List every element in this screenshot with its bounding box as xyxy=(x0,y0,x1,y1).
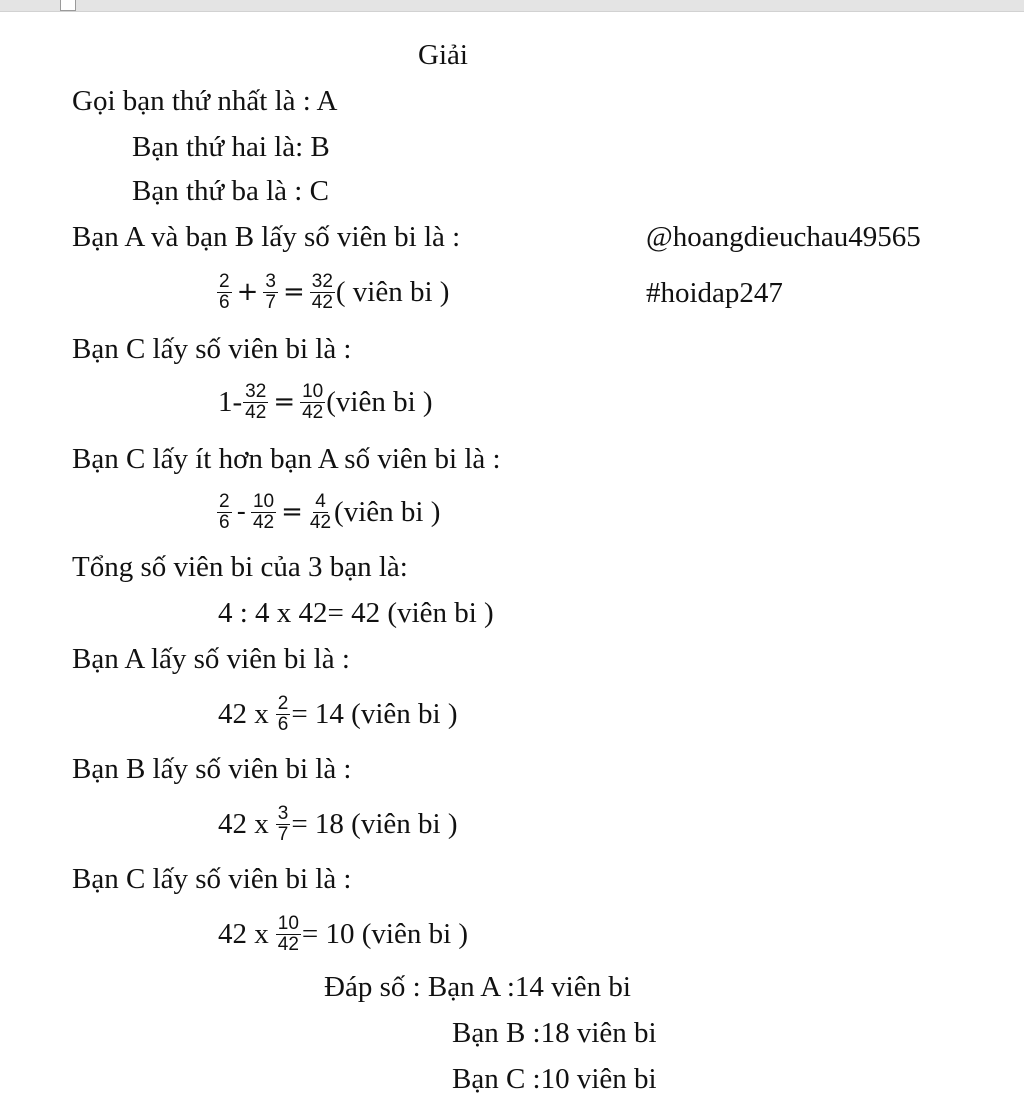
step7-equation: 42 x $\frac{10}{42}$ = 10 (viên bi ) xyxy=(218,912,469,955)
fraction: $\frac{3}{7}$ xyxy=(265,270,276,313)
step6-label: Bạn B lấy số viên bi là : xyxy=(72,753,352,785)
answer-line-c: Bạn C :10 viên bi xyxy=(452,1063,657,1095)
fraction: $\frac{4}{42}$ xyxy=(309,490,332,533)
fraction: $\frac{32}{42}$ xyxy=(311,270,333,313)
step5-equation: 42 x $\frac{2}{6}$ = 14 (viên bi ) xyxy=(218,692,458,735)
step1-label: Bạn A và bạn B lấy số viên bi là : xyxy=(72,221,461,253)
fraction: $\frac{10}{42}$ xyxy=(277,912,299,955)
fraction: $\frac{32}{42}$ xyxy=(245,380,267,423)
step3-label: Bạn C lấy ít hơn bạn A số viên bi là : xyxy=(72,443,501,475)
answer-line-a: Đáp số : Bạn A :14 viên bi xyxy=(324,971,631,1003)
document-title: Giải xyxy=(418,39,468,71)
fraction: $\frac{2}{6}$ xyxy=(219,490,230,533)
step2-label: Bạn C lấy số viên bi là : xyxy=(72,333,352,365)
intro-line-c: Bạn thứ ba là : C xyxy=(132,175,329,207)
step4-label: Tổng số viên bi của 3 bạn là: xyxy=(72,551,408,583)
step1-equation: $\frac{2}{6}$ + $\frac{3}{7}$ = $\frac{32}{42}$ ( viên bi ) xyxy=(219,270,450,313)
fraction: $\frac{10}{42}$ xyxy=(302,380,324,423)
step2-equation: 1- $\frac{32}{42}$ = $\frac{10}{42}$ (viên bi ) xyxy=(218,380,433,423)
fraction: $\frac{10}{42}$ xyxy=(252,490,275,533)
fraction: $\frac{3}{7}$ xyxy=(277,802,289,845)
fraction: $\frac{2}{6}$ xyxy=(277,692,289,735)
step7-label: Bạn C lấy số viên bi là : xyxy=(72,863,352,895)
answer-line-b: Bạn B :18 viên bi xyxy=(452,1017,657,1049)
step4-expression: 4 : 4 x 42= 42 (viên bi ) xyxy=(218,597,494,629)
intro-line-a: Gọi bạn thứ nhất là : A xyxy=(72,85,338,117)
fraction: $\frac{2}{6}$ xyxy=(219,270,230,313)
watermark-author: @hoangdieuchau49565 xyxy=(646,221,921,253)
step6-equation: 42 x $\frac{3}{7}$ = 18 (viên bi ) xyxy=(218,802,458,845)
step3-equation: $\frac{2}{6}$ - $\frac{10}{42}$ = $\frac{4}{42}$ (viên bi ) xyxy=(219,490,441,533)
step5-label: Bạn A lấy số viên bi là : xyxy=(72,643,350,675)
watermark-tag: #hoidap247 xyxy=(646,277,783,309)
intro-line-b: Bạn thứ hai là: B xyxy=(132,131,330,163)
